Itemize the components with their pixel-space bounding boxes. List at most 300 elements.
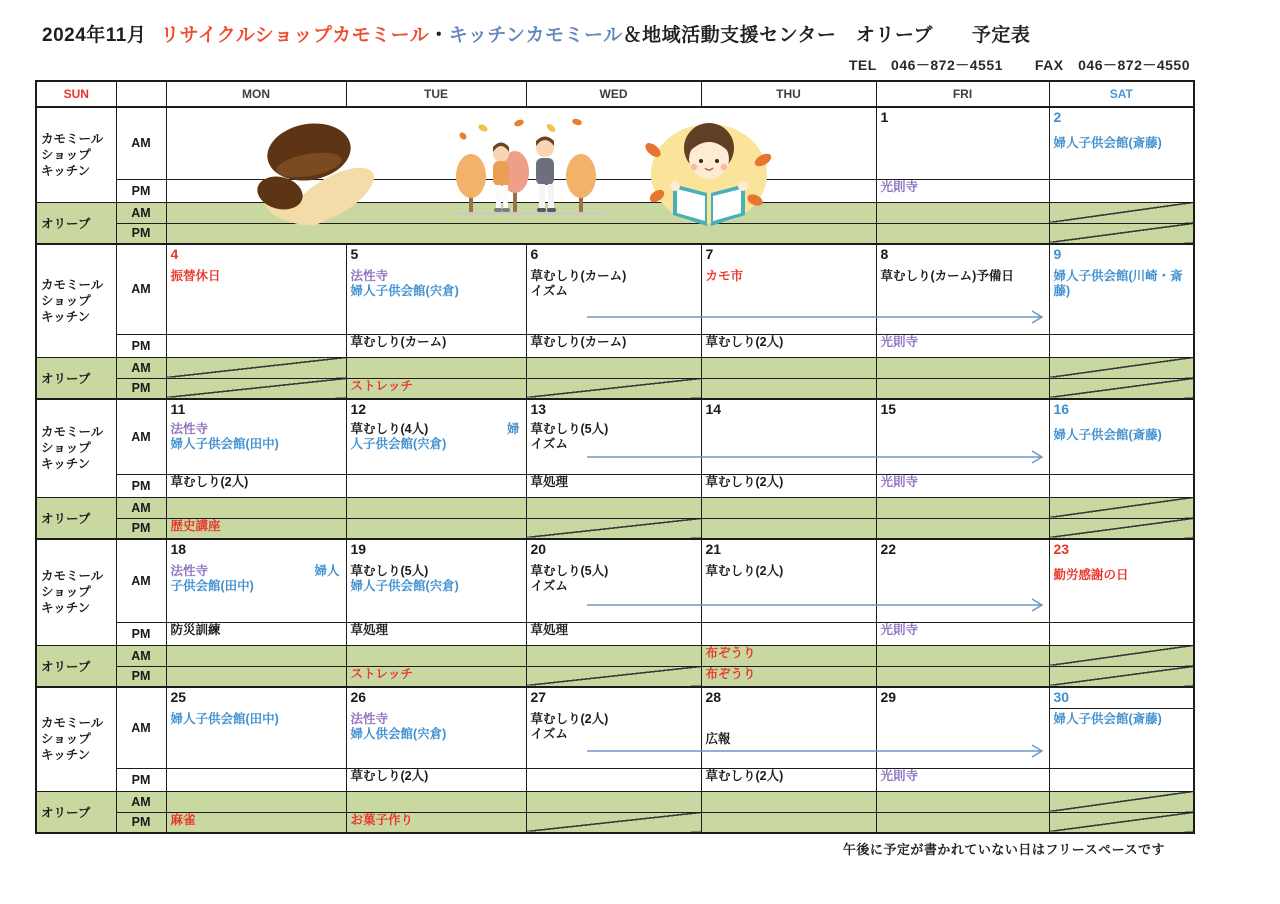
day-cell-am [876, 539, 1049, 622]
day-number: 2 [1053, 109, 1062, 125]
chamomile-label-line: ショップ [41, 732, 91, 747]
olive-cell-pm [166, 378, 346, 399]
olive-cell-pm [876, 518, 1049, 539]
event-text [351, 727, 522, 742]
olive-cell-pm [876, 223, 1049, 244]
event-label-wrapped: 婦 [506, 422, 520, 436]
day-cell-am [1049, 244, 1194, 334]
event-label: 草むしり(5人) [530, 422, 609, 436]
event-label: 子供会館(田中) [170, 579, 254, 593]
olive-event-label: 歴史講座 [170, 518, 221, 533]
olive-cell-am [701, 645, 876, 666]
event-text [531, 712, 697, 727]
olive-cell-pm [526, 812, 701, 833]
olive-event-label: 麻雀 [170, 812, 196, 827]
day-number: 23 [1053, 541, 1070, 557]
event-label: 草むしり(カーム) [350, 334, 447, 349]
ampm-column-header [116, 81, 166, 107]
day-cell-am [526, 244, 701, 334]
chamomile-label-line: ショップ [41, 441, 91, 456]
day-cell-pm [346, 334, 526, 357]
title-separator-dot: ・ [429, 25, 449, 46]
olive-cell-pm [526, 378, 701, 399]
day-number: 29 [880, 689, 897, 705]
olive-cell-am [526, 791, 701, 812]
schedule-table [35, 80, 1195, 834]
chamomile-row-label [36, 244, 116, 357]
event-label: 婦人子供会館(田中) [170, 712, 279, 726]
fax-number: FAX 046－872－4550 [1034, 57, 1190, 73]
olive-cell-pm [701, 812, 876, 833]
olive-cell-am [166, 645, 346, 666]
olive-cell-am [526, 645, 701, 666]
event-label: イズム [530, 284, 568, 298]
am-label: AM [116, 244, 166, 334]
day-number: 27 [530, 689, 547, 705]
olive-cell-am [166, 791, 346, 812]
event-text [171, 564, 342, 579]
chamomile-label-line: ショップ [41, 147, 91, 162]
week-3-am-row [36, 399, 1194, 474]
olive-cell-pm [1049, 518, 1194, 539]
tel-number: TEL 046－872－4551 [848, 57, 1003, 73]
event-label: 草むしり(4人) [350, 422, 429, 436]
day-cell-am [166, 399, 346, 474]
day-cell-pm [526, 768, 701, 791]
event-label: 草むしり(5人) [530, 564, 609, 578]
olive-cell-am [701, 791, 876, 812]
day-number: 30 [1050, 688, 1194, 709]
day-cell-am [526, 539, 701, 622]
day-cell-am [701, 399, 876, 474]
olive-cell-pm [701, 666, 876, 687]
event-text [531, 579, 697, 594]
event-text [171, 712, 342, 727]
am-label: AM [116, 687, 166, 768]
week-5-olive-am-row [36, 791, 1194, 812]
olive-cell-am [1049, 202, 1194, 223]
event-text [531, 284, 697, 299]
event-label-wrapped: 婦人 [314, 564, 340, 578]
am-label: AM [116, 399, 166, 474]
olive-cell-pm [166, 518, 346, 539]
olive-cell-am [876, 791, 1049, 812]
olive-cell-pm [526, 518, 701, 539]
day-cell-am [526, 399, 701, 474]
day-number: 1 [880, 109, 889, 125]
day-number: 25 [170, 689, 187, 705]
day-cell-pm [1049, 334, 1194, 357]
chamomile-label-line: カモミール [41, 425, 104, 440]
olive-cell-am [876, 357, 1049, 378]
olive-cell-pm [701, 378, 876, 399]
olive-cell-pm [346, 666, 526, 687]
weekday-header-fri: FRI [876, 81, 1049, 107]
page-title [42, 20, 1030, 47]
day-cell-am [1049, 107, 1194, 179]
event-label: 法性寺 [350, 712, 389, 726]
event-label: イズム [530, 727, 568, 741]
day-number: 16 [1053, 401, 1070, 417]
day-cell-pm [526, 474, 701, 497]
contact-info [849, 55, 1190, 75]
olive-cell-pm [876, 378, 1049, 399]
event-label: 法性寺 [350, 269, 389, 283]
am-label: AM [116, 539, 166, 622]
event-text [351, 284, 522, 299]
day-cell-am [701, 539, 876, 622]
week-3-olive-pm-row [36, 518, 1194, 539]
event-label: 草処理 [530, 622, 569, 637]
event-text [171, 437, 342, 452]
child-reading-illustration [639, 114, 779, 234]
day-cell-pm [701, 622, 876, 645]
event-label: 草むしり(2人) [705, 474, 784, 489]
chamomile-label-line: キッチン [41, 601, 91, 616]
event-label: 法性寺 [170, 564, 209, 578]
event-text [1054, 136, 1190, 151]
week-1-olive-pm-row [36, 223, 1194, 244]
day-cell-am [1049, 399, 1194, 474]
pm-label: PM [116, 179, 166, 202]
day-cell-pm [166, 768, 346, 791]
event-label: 婦人供会館(宍倉) [350, 727, 447, 741]
olive-row-label: オリーブ [36, 202, 116, 244]
event-text [171, 269, 342, 284]
event-label: 婦人子供会館(宍倉) [350, 284, 459, 298]
event-text [531, 422, 697, 437]
olive-cell-am [166, 357, 346, 378]
olive-am-label: AM [116, 497, 166, 518]
event-label: カモ市 [705, 269, 744, 283]
day-cell-am [876, 107, 1049, 179]
day-cell-am [346, 687, 526, 768]
day-cell-pm [346, 474, 526, 497]
event-label: 草むしり(カーム) [530, 269, 627, 283]
olive-cell-am [526, 497, 701, 518]
day-cell-pm [1049, 622, 1194, 645]
day-cell-am [346, 244, 526, 334]
chamomile-row-label [36, 687, 116, 791]
olive-cell-am [1049, 497, 1194, 518]
olive-row-label: オリーブ [36, 497, 116, 539]
day-cell-pm [876, 768, 1049, 791]
mushroom-illustration [251, 112, 401, 240]
event-label: 草むしり(2人) [705, 334, 784, 349]
event-text [1054, 428, 1190, 443]
event-label: 法性寺 [170, 422, 209, 436]
event-label: 婦人子供会館(宍倉) [350, 579, 459, 593]
week-2-olive-pm-row [36, 378, 1194, 399]
olive-cell-pm [346, 518, 526, 539]
chamomile-label-line: ショップ [41, 585, 91, 600]
olive-cell-pm [876, 812, 1049, 833]
olive-event-label: お菓子作り [350, 812, 414, 827]
title-shop-kitchen: キッチンカモミール [448, 25, 623, 46]
olive-cell-am [1049, 357, 1194, 378]
title-month: 2024年11月 [42, 25, 147, 46]
event-label: 婦人子供会館(斎藤) [1053, 136, 1162, 150]
chamomile-label-line: カモミール [41, 716, 104, 731]
event-label: 光則寺 [880, 622, 919, 637]
weekday-header-sat: SAT [1049, 81, 1194, 107]
day-cell-pm [701, 474, 876, 497]
olive-pm-label: PM [116, 666, 166, 687]
chamomile-row-label [36, 107, 116, 202]
event-label: 防災訓練 [170, 622, 221, 637]
olive-am-label: AM [116, 645, 166, 666]
olive-row-label: オリーブ [36, 791, 116, 833]
pm-label: PM [116, 474, 166, 497]
event-label: 婦人子供会館(斎藤) [1053, 428, 1162, 442]
olive-cell-am [526, 357, 701, 378]
event-text [351, 712, 522, 727]
event-label: 草むしり(2人) [350, 768, 429, 783]
event-text [706, 732, 872, 747]
week-3-olive-am-row [36, 497, 1194, 518]
olive-cell-am [1049, 645, 1194, 666]
day-cell-pm [166, 334, 346, 357]
day-cell-pm [346, 768, 526, 791]
olive-event-label: ストレッチ [350, 666, 413, 681]
week-1-pm-row [36, 179, 1194, 202]
chamomile-label-line: ショップ [41, 293, 91, 308]
event-text [351, 437, 522, 452]
day-cell-am [876, 244, 1049, 334]
event-text [706, 269, 872, 284]
footer-note: 午後に予定が書かれていない日はフリースペースです [842, 842, 1165, 857]
olive-row-label: オリーブ [36, 645, 116, 687]
olive-cell-pm [1049, 812, 1194, 833]
day-number: 26 [350, 689, 367, 705]
olive-cell-pm [346, 812, 526, 833]
day-cell-am [526, 687, 701, 768]
event-label: 婦人子供会館(田中) [170, 437, 279, 451]
event-text [351, 269, 522, 284]
day-cell-am [166, 539, 346, 622]
day-number: 21 [705, 541, 722, 557]
day-number: 28 [705, 689, 722, 705]
olive-event-label: ストレッチ [350, 378, 413, 393]
event-label: 草むしり(2人) [530, 712, 609, 726]
day-cell-pm [526, 334, 701, 357]
event-text [881, 269, 1045, 284]
day-number: 5 [350, 246, 359, 262]
week-2-olive-am-row [36, 357, 1194, 378]
day-number: 4 [170, 246, 179, 262]
day-cell-pm [701, 768, 876, 791]
day-cell-am [701, 244, 876, 334]
olive-cell-am [166, 497, 346, 518]
weekday-header-sun: SUN [36, 81, 116, 107]
olive-cell-pm [1049, 378, 1194, 399]
olive-pm-label: PM [116, 223, 166, 244]
event-label: 草むしり(カーム) [530, 334, 627, 349]
week-5-olive-pm-row [36, 812, 1194, 833]
chamomile-label-line: キッチン [41, 457, 91, 472]
event-label: 草むしり(2人) [170, 474, 249, 489]
event-text [351, 422, 522, 437]
day-cell-am [1049, 539, 1194, 622]
olive-cell-pm [166, 666, 346, 687]
event-label: 草むしり(2人) [705, 564, 784, 578]
event-text [531, 437, 697, 452]
olive-cell-am [876, 497, 1049, 518]
chamomile-label-line: キッチン [41, 748, 91, 763]
day-cell-am [166, 244, 346, 334]
pm-label: PM [116, 334, 166, 357]
day-number: 6 [530, 246, 539, 262]
olive-cell-pm [1049, 666, 1194, 687]
title-shop-recycle: リサイクルショップカモミール [160, 25, 430, 46]
chamomile-row-label [36, 399, 116, 497]
event-label: 光則寺 [880, 179, 919, 194]
olive-cell-pm [166, 812, 346, 833]
olive-am-label: AM [116, 357, 166, 378]
day-cell-pm [876, 179, 1049, 202]
weekday-header-tue: TUE [346, 81, 526, 107]
day-number: 13 [530, 401, 547, 417]
day-cell-pm [876, 622, 1049, 645]
day-cell-pm [876, 334, 1049, 357]
olive-cell-pm [701, 518, 876, 539]
day-number: 18 [170, 541, 187, 557]
day-cell-am [166, 687, 346, 768]
olive-cell-am [876, 202, 1049, 223]
olive-cell-am [701, 497, 876, 518]
event-label: 草処理 [530, 474, 569, 489]
olive-cell-am [876, 645, 1049, 666]
day-number: 8 [880, 246, 889, 262]
day-number: 14 [705, 401, 722, 417]
olive-pm-label: PM [116, 378, 166, 399]
autumn-walk-illustration [453, 116, 603, 228]
am-label: AM [116, 107, 166, 179]
olive-cell-am [346, 357, 526, 378]
day-cell-am [876, 399, 1049, 474]
event-label: 草処理 [350, 622, 389, 637]
day-number: 9 [1053, 246, 1062, 262]
olive-cell-pm [876, 666, 1049, 687]
day-cell-am [701, 687, 876, 768]
pm-label: PM [116, 622, 166, 645]
event-label: イズム [530, 437, 568, 451]
event-label: 婦人子供会館(斎藤) [1053, 712, 1162, 726]
day-cell-pm [1049, 768, 1194, 791]
olive-am-label: AM [116, 202, 166, 223]
day-number: 15 [880, 401, 897, 417]
day-cell-pm [526, 622, 701, 645]
olive-cell-pm [1049, 223, 1194, 244]
event-text [171, 422, 342, 437]
event-label: 勤労感謝の日 [1053, 568, 1129, 582]
event-label: 草むしり(カーム)予備日 [880, 269, 1014, 283]
day-number: 12 [350, 401, 367, 417]
day-cell-am [346, 399, 526, 474]
day-cell-pm [166, 474, 346, 497]
chamomile-label-line: キッチン [41, 309, 91, 324]
olive-cell-pm [346, 378, 526, 399]
event-text [706, 564, 872, 579]
day-cell-pm [701, 334, 876, 357]
olive-row-label: オリーブ [36, 357, 116, 399]
day-number: 20 [530, 541, 547, 557]
seasonal-illustrations [167, 108, 876, 179]
weekday-header-thu: THU [701, 81, 876, 107]
event-text [1054, 568, 1190, 583]
week-1-am-row [36, 107, 1194, 179]
event-text [351, 579, 522, 594]
olive-event-label: 布ぞうり [705, 645, 756, 660]
week-5-am-row [36, 687, 1194, 768]
event-label: 広報 [705, 732, 731, 746]
olive-cell-am [1049, 791, 1194, 812]
olive-cell-pm [526, 666, 701, 687]
week-2-am-row [36, 244, 1194, 334]
week-4-olive-am-row [36, 645, 1194, 666]
chamomile-row-label [36, 539, 116, 645]
olive-event-label: 布ぞうり [705, 666, 756, 681]
week-3-pm-row [36, 474, 1194, 497]
chamomile-label-line: カモミール [41, 569, 104, 584]
event-label: イズム [530, 579, 568, 593]
day-number: 22 [880, 541, 897, 557]
olive-cell-am [346, 791, 526, 812]
event-text [531, 727, 697, 742]
event-label: 草むしり(2人) [705, 768, 784, 783]
week-1-olive-am-row [36, 202, 1194, 223]
event-label: 草むしり(5人) [350, 564, 429, 578]
event-label: 光則寺 [880, 474, 919, 489]
weekday-header-wed: WED [526, 81, 701, 107]
olive-pm-label: PM [116, 812, 166, 833]
title-center-name: ＆地域活動支援センター オリーブ 予定表 [622, 25, 1031, 46]
event-label: 光則寺 [880, 334, 919, 349]
week-4-am-row [36, 539, 1194, 622]
day-cell-am [346, 539, 526, 622]
event-label: 人子供会館(宍倉) [350, 437, 447, 451]
event-text [531, 269, 697, 284]
seasonal-illustration-cell [166, 107, 876, 179]
chamomile-label-line: キッチン [41, 163, 91, 178]
day-cell-pm [346, 622, 526, 645]
event-label: 振替休日 [170, 269, 221, 283]
pm-label: PM [116, 768, 166, 791]
week-5-pm-row [36, 768, 1194, 791]
day-number: 19 [350, 541, 367, 557]
day-number: 11 [170, 401, 186, 417]
olive-cell-am [346, 497, 526, 518]
olive-cell-am [701, 357, 876, 378]
olive-pm-label: PM [116, 518, 166, 539]
week-2-pm-row [36, 334, 1194, 357]
week-4-pm-row [36, 622, 1194, 645]
chamomile-label-line: カモミール [41, 277, 104, 292]
day-cell-am [1049, 687, 1194, 768]
day-cell-pm [1049, 474, 1194, 497]
olive-am-label: AM [116, 791, 166, 812]
event-label: 光則寺 [880, 768, 919, 783]
day-cell-pm [166, 622, 346, 645]
day-cell-am [876, 687, 1049, 768]
day-number: 7 [705, 246, 714, 262]
event-text [171, 579, 342, 594]
olive-cell-am [346, 645, 526, 666]
event-text [351, 564, 522, 579]
event-label: 婦人子供会館(川崎・斎藤) [1053, 269, 1183, 298]
event-text [531, 564, 697, 579]
event-text [1054, 712, 1190, 727]
